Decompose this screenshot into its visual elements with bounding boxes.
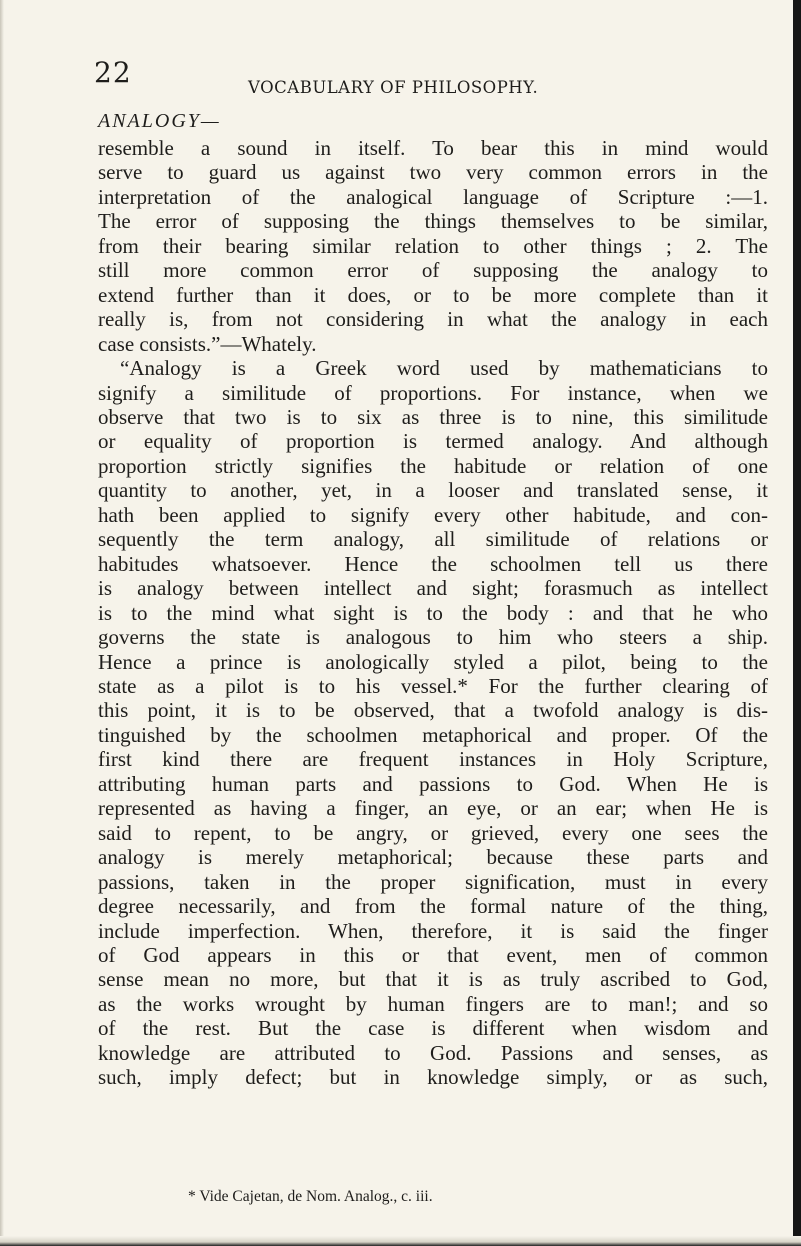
body-text <box>98 136 768 1090</box>
text-line: is to the mind what sight is to the body : and that he who <box>98 600 768 625</box>
page-bottom-edge <box>0 1236 801 1246</box>
text-line: such, imply defect; but in knowledge simply, or as such, <box>98 1065 768 1090</box>
text-line: Hence a prince is anologically styled a pilot, being to the <box>98 649 768 674</box>
text-line: passions, taken in the proper signification, must in every <box>98 869 768 894</box>
text-line: or equality of proportion is termed analogy. And although <box>98 429 768 454</box>
text-line: observe that two is to six as three is to nine, this similitude <box>98 404 768 429</box>
text-line: tinguished by the schoolmen metaphorical and proper. Of the <box>98 722 768 747</box>
text-line: still more common error of supposing the analogy to <box>98 258 768 283</box>
text-line: analogy is merely metaphorical; because these parts and <box>98 845 768 870</box>
text-line: of the rest. But the case is different when wisdom and <box>98 1016 768 1041</box>
text-line: quantity to another, yet, in a looser and translated sense, it <box>98 478 768 503</box>
text-line: from their bearing similar relation to other things ; 2. The <box>98 233 768 258</box>
text-line: serve to guard us against two very common errors in the <box>98 160 768 185</box>
text-line: extend further than it does, or to be more complete than it <box>98 282 768 307</box>
page-right-edge <box>793 0 801 1246</box>
text-line: first kind there are frequent instances in Holy Scripture, <box>98 747 768 772</box>
page-number: 22 <box>94 56 132 89</box>
text-line: this point, it is to be observed, that a twofold analogy is dis- <box>98 698 768 723</box>
text-line: hath been applied to signify every other habitude, and con- <box>98 502 768 527</box>
running-head: VOCABULARY OF PHILOSOPHY. <box>248 78 539 97</box>
text-line: as the works wrought by human fingers are to man!; and so <box>98 991 768 1016</box>
text-line: include imperfection. When, therefore, it is said the finger <box>98 918 768 943</box>
text-line: proportion strictly signifies the habitude or relation of one <box>98 453 768 478</box>
text-line: signify a similitude of proportions. For instance, when we <box>98 380 768 405</box>
text-line: state as a pilot is to his vessel.* For the further clearing of <box>98 673 768 698</box>
text-line: governs the state is analogous to him who steers a ship. <box>98 625 768 650</box>
text-line: knowledge are attributed to God. Passions and senses, as <box>98 1040 768 1065</box>
text-line: resemble a sound in itself. To bear this in mind would <box>98 136 768 160</box>
text-line: “Analogy is a Greek word used by mathematicians to <box>120 356 768 381</box>
text-line: interpretation of the analogical language of Scripture :—1. <box>98 184 768 209</box>
text-line: represented as having a finger, an eye, or an ear; when He is <box>98 796 768 821</box>
text-line: sense mean no more, but that it is as truly ascribed to God, <box>98 967 768 992</box>
text-line: said to repent, to be angry, or grieved, every one sees the <box>98 820 768 845</box>
entry-headword: ANALOGY— <box>98 110 221 132</box>
text-line: case consists.”—Whately. <box>98 331 317 356</box>
text-line: sequently the term analogy, all similitude of relations or <box>98 527 768 552</box>
text-line: is analogy between intellect and sight; forasmuch as intellect <box>98 576 768 601</box>
text-line: attributing human parts and passions to God. When He is <box>98 771 768 796</box>
page-left-edge <box>0 0 4 1246</box>
footnote: * Vide Cajetan, de Nom. Analog., c. iii. <box>188 1188 433 1205</box>
text-line: habitudes whatsoever. Hence the schoolmen tell us there <box>98 551 768 576</box>
text-line: degree necessarily, and from the formal nature of the thing, <box>98 894 768 919</box>
text-line: really is, from not considering in what the analogy in each <box>98 307 768 332</box>
text-line: The error of supposing the things themselves to be similar, <box>98 209 768 234</box>
text-line: of God appears in this or that event, men of common <box>98 942 768 967</box>
